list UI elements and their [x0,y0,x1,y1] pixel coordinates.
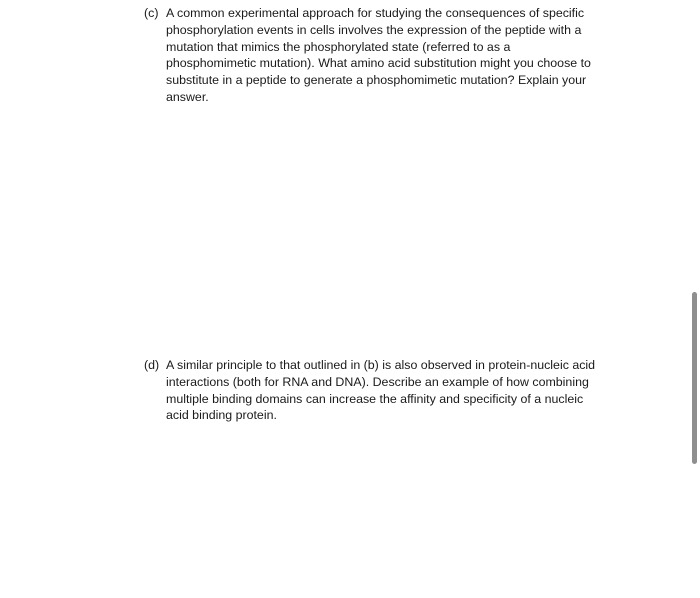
question-text [166,357,624,424]
question-line: phosphomimetic mutation). What amino acid substitution might you choose to [166,56,591,71]
question-d [144,357,624,424]
question-line: phosphorylation events in cells involves the expression of the peptide with a [166,22,582,37]
question-line: substitute in a peptide to generate a phosphomimetic mutation? Explain your [166,73,587,88]
question-line: multiple binding domains can increase the affinity and specificity of a nucleic [166,391,584,406]
question-line: interactions (both for RNA and DNA). Describe an example of how combining [166,374,589,389]
vertical-scrollbar[interactable] [688,0,700,598]
question-line: mutation that mimics the phosphorylated state (referred to as a [166,39,511,54]
question-line: A similar principle to that outlined in (b) is also observed in protein-nucleic acid [166,358,596,372]
question-text [166,5,624,106]
question-line: answer. [166,89,209,104]
scrollbar-thumb[interactable] [692,292,697,464]
question-c [144,5,624,106]
question-line: acid binding protein. [166,408,277,423]
question-label: (c) [144,6,159,20]
question-label: (d) [144,358,160,372]
question-line: A common experimental approach for studying the consequences of specific [166,6,585,20]
